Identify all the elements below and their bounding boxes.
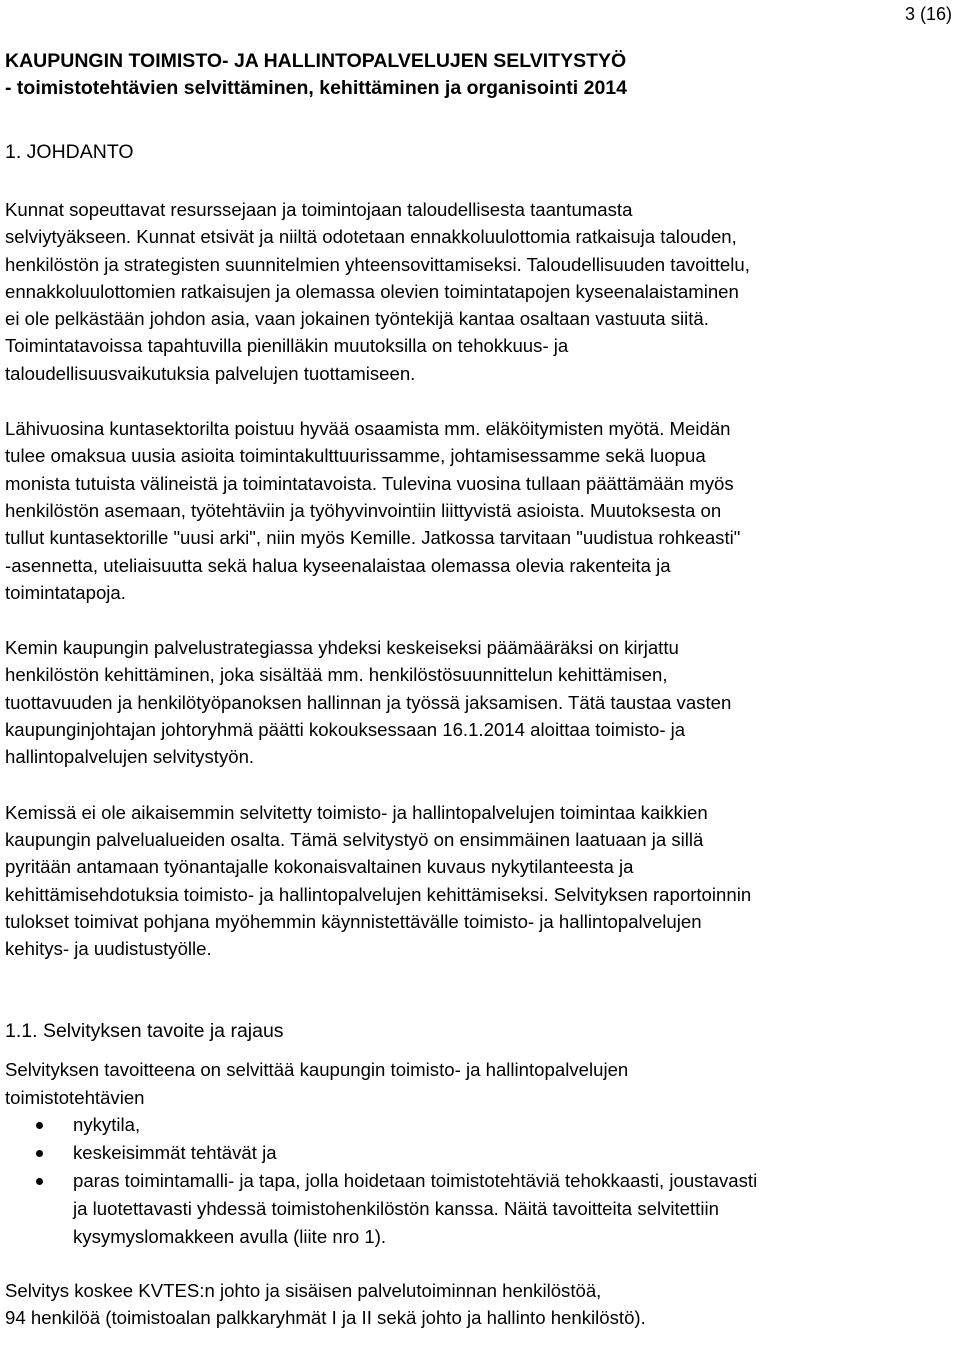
paragraph [5, 1056, 955, 1111]
text-line: monista tutuista välineistä ja toimintatavoista. Tulevina vuosina tullaan päättämään myös [5, 472, 734, 494]
text-line: -asennetta, uteliaisuutta sekä halua kyseenalaistaa olemassa olevia rakenteita ja [5, 554, 671, 576]
document-body [5, 48, 955, 1332]
text-line: Kunnat sopeuttavat resurssejaan ja toimintojaan taloudellisesta taantumasta [5, 199, 633, 220]
text-line: Kemin kaupungin palvelustrategiassa yhdeksi keskeiseksi päämääräksi on kirjattu [5, 637, 679, 659]
text-line: nykytila, [73, 1114, 141, 1136]
text-line: kaupungin palvelualueiden osalta. Tämä selvitystyö on ensimmäinen laatuaan ja sillä [5, 828, 704, 850]
text-line: Selvityksen tavoitteena on selvittää kaupungin toimisto- ja hallintopalvelujen [5, 1059, 629, 1081]
list-item [5, 1111, 955, 1139]
text-line: kehitys- ja uudistustyölle. [5, 938, 212, 960]
text-line: kaupunginjohtajan johtoryhmä päätti kokouksessaan 16.1.2014 aloittaa toimisto- ja [5, 719, 686, 741]
text-line: selviytyäkseen. Kunnat etsivät ja niiltä odotetaan ennakkoluulottomia ratkaisuja talouden, [5, 226, 737, 248]
text-line: taloudellisuusvaikutuksia palvelujen tuottamiseen. [5, 362, 416, 384]
text-line: toimintatapoja. [5, 581, 126, 603]
bullet-list [5, 1111, 955, 1251]
list-item [5, 1167, 955, 1251]
text-line: ei ole pelkästään johdon asia, vaan jokainen työntekijä kantaa osaltaan vastuuta siitä. [5, 308, 709, 330]
text-line: hallintopalvelujen selvitystyön. [5, 746, 255, 768]
text-line: 94 henkilöä (toimistoalan palkkaryhmät I ja II sekä johto ja hallinto henkilöstö). [5, 1307, 646, 1329]
paragraph [5, 799, 955, 963]
bullet-icon [36, 1122, 43, 1129]
text-line: pyritään antamaan työnantajalle kokonaisvaltainen kuvaus nykytilanteesta ja [5, 856, 634, 878]
text-line: tulee omaksua uusia asioita toimintakulttuurissamme, johtamisessamme sekä luopua [5, 445, 706, 467]
text-line: tulokset toimivat pohjana myöhemmin käynnistettävälle toimisto- ja hallintopalvelujen [5, 910, 702, 932]
text-line: henkilöstön asemaan, työtehtäviin ja työhyvinvointiin liittyvistä asioista. Muutoksesta on [5, 499, 722, 521]
text-line: kehittämisehdotuksia toimisto- ja hallintopalvelujen kehittämiseksi. Selvityksen raportoinnin [5, 883, 752, 905]
text-line: ennakkoluulottomien ratkaisujen ja olemassa olevien toimintatapojen kyseenalaistaminen [5, 280, 739, 302]
text-line: kysymyslomakkeen avulla (liite nro 1). [73, 1226, 387, 1248]
paragraph [5, 634, 955, 770]
text-line: Selvitys koskee KVTES:n johto ja sisäisen palvelutoiminnan henkilöstöä, [5, 1280, 602, 1302]
text-line: tuottavuuden ja henkilötyöpanoksen hallinnan ja työssä jaksamisen. Tätä taustaa vasten [5, 691, 732, 713]
text-line: paras toimintamalli- ja tapa, jolla hoidetaan toimistotehtäviä tehokkaasti, joustavasti [73, 1170, 758, 1192]
page-number: 3 (16) [904, 4, 952, 24]
list-item [5, 1139, 955, 1167]
text-line: henkilöstön ja strategisten suunnitelmien yhteensovittamiseksi. Taloudellisuuden tavoittelu, [5, 253, 750, 275]
text-line: Toimintatavoissa tapahtuvilla pienilläkin muutoksilla on tehokkuus- ja [5, 335, 569, 357]
section-heading-johdanto: 1. JOHDANTO [5, 141, 134, 163]
text-line: ja luotettavasti yhdessä toimistohenkilöstön kanssa. Näitä tavoitteita selvitettiin [73, 1198, 719, 1220]
text-line: henkilöstön kehittäminen, joka sisältää mm. henkilöstösuunnittelun kehittämisen, [5, 664, 668, 686]
subtitle-line: - toimistotehtävien selvittäminen, kehittäminen ja organisointi 2014 [5, 77, 627, 99]
text-line: Lähivuosina kuntasektorilta poistuu hyvää osaamista mm. eläköitymisten myötä. Meidän [5, 418, 731, 440]
title-line: KAUPUNGIN TOIMISTO- JA HALLINTOPALVELUJEN SELVITYSTYÖ [5, 50, 627, 72]
paragraph [5, 415, 955, 606]
text-line: keskeisimmät tehtävät ja [73, 1142, 277, 1164]
document-title [5, 48, 955, 102]
text-line: tullut kuntasektorille "uusi arki", niin myös Kemille. Jatkossa tarvitaan "uudistua rohkeasti" [5, 527, 741, 549]
text-line: Kemissä ei ole aikaisemmin selvitetty toimisto- ja hallintopalvelujen toimintaa kaikkien [5, 801, 708, 823]
section-heading-tavoite: 1.1. Selvityksen tavoite ja rajaus [5, 1020, 284, 1043]
paragraph [5, 196, 955, 387]
paragraph [5, 1277, 955, 1332]
text-line: toimistotehtävien [5, 1086, 145, 1108]
bullet-icon [36, 1150, 43, 1157]
bullet-icon [36, 1178, 43, 1185]
